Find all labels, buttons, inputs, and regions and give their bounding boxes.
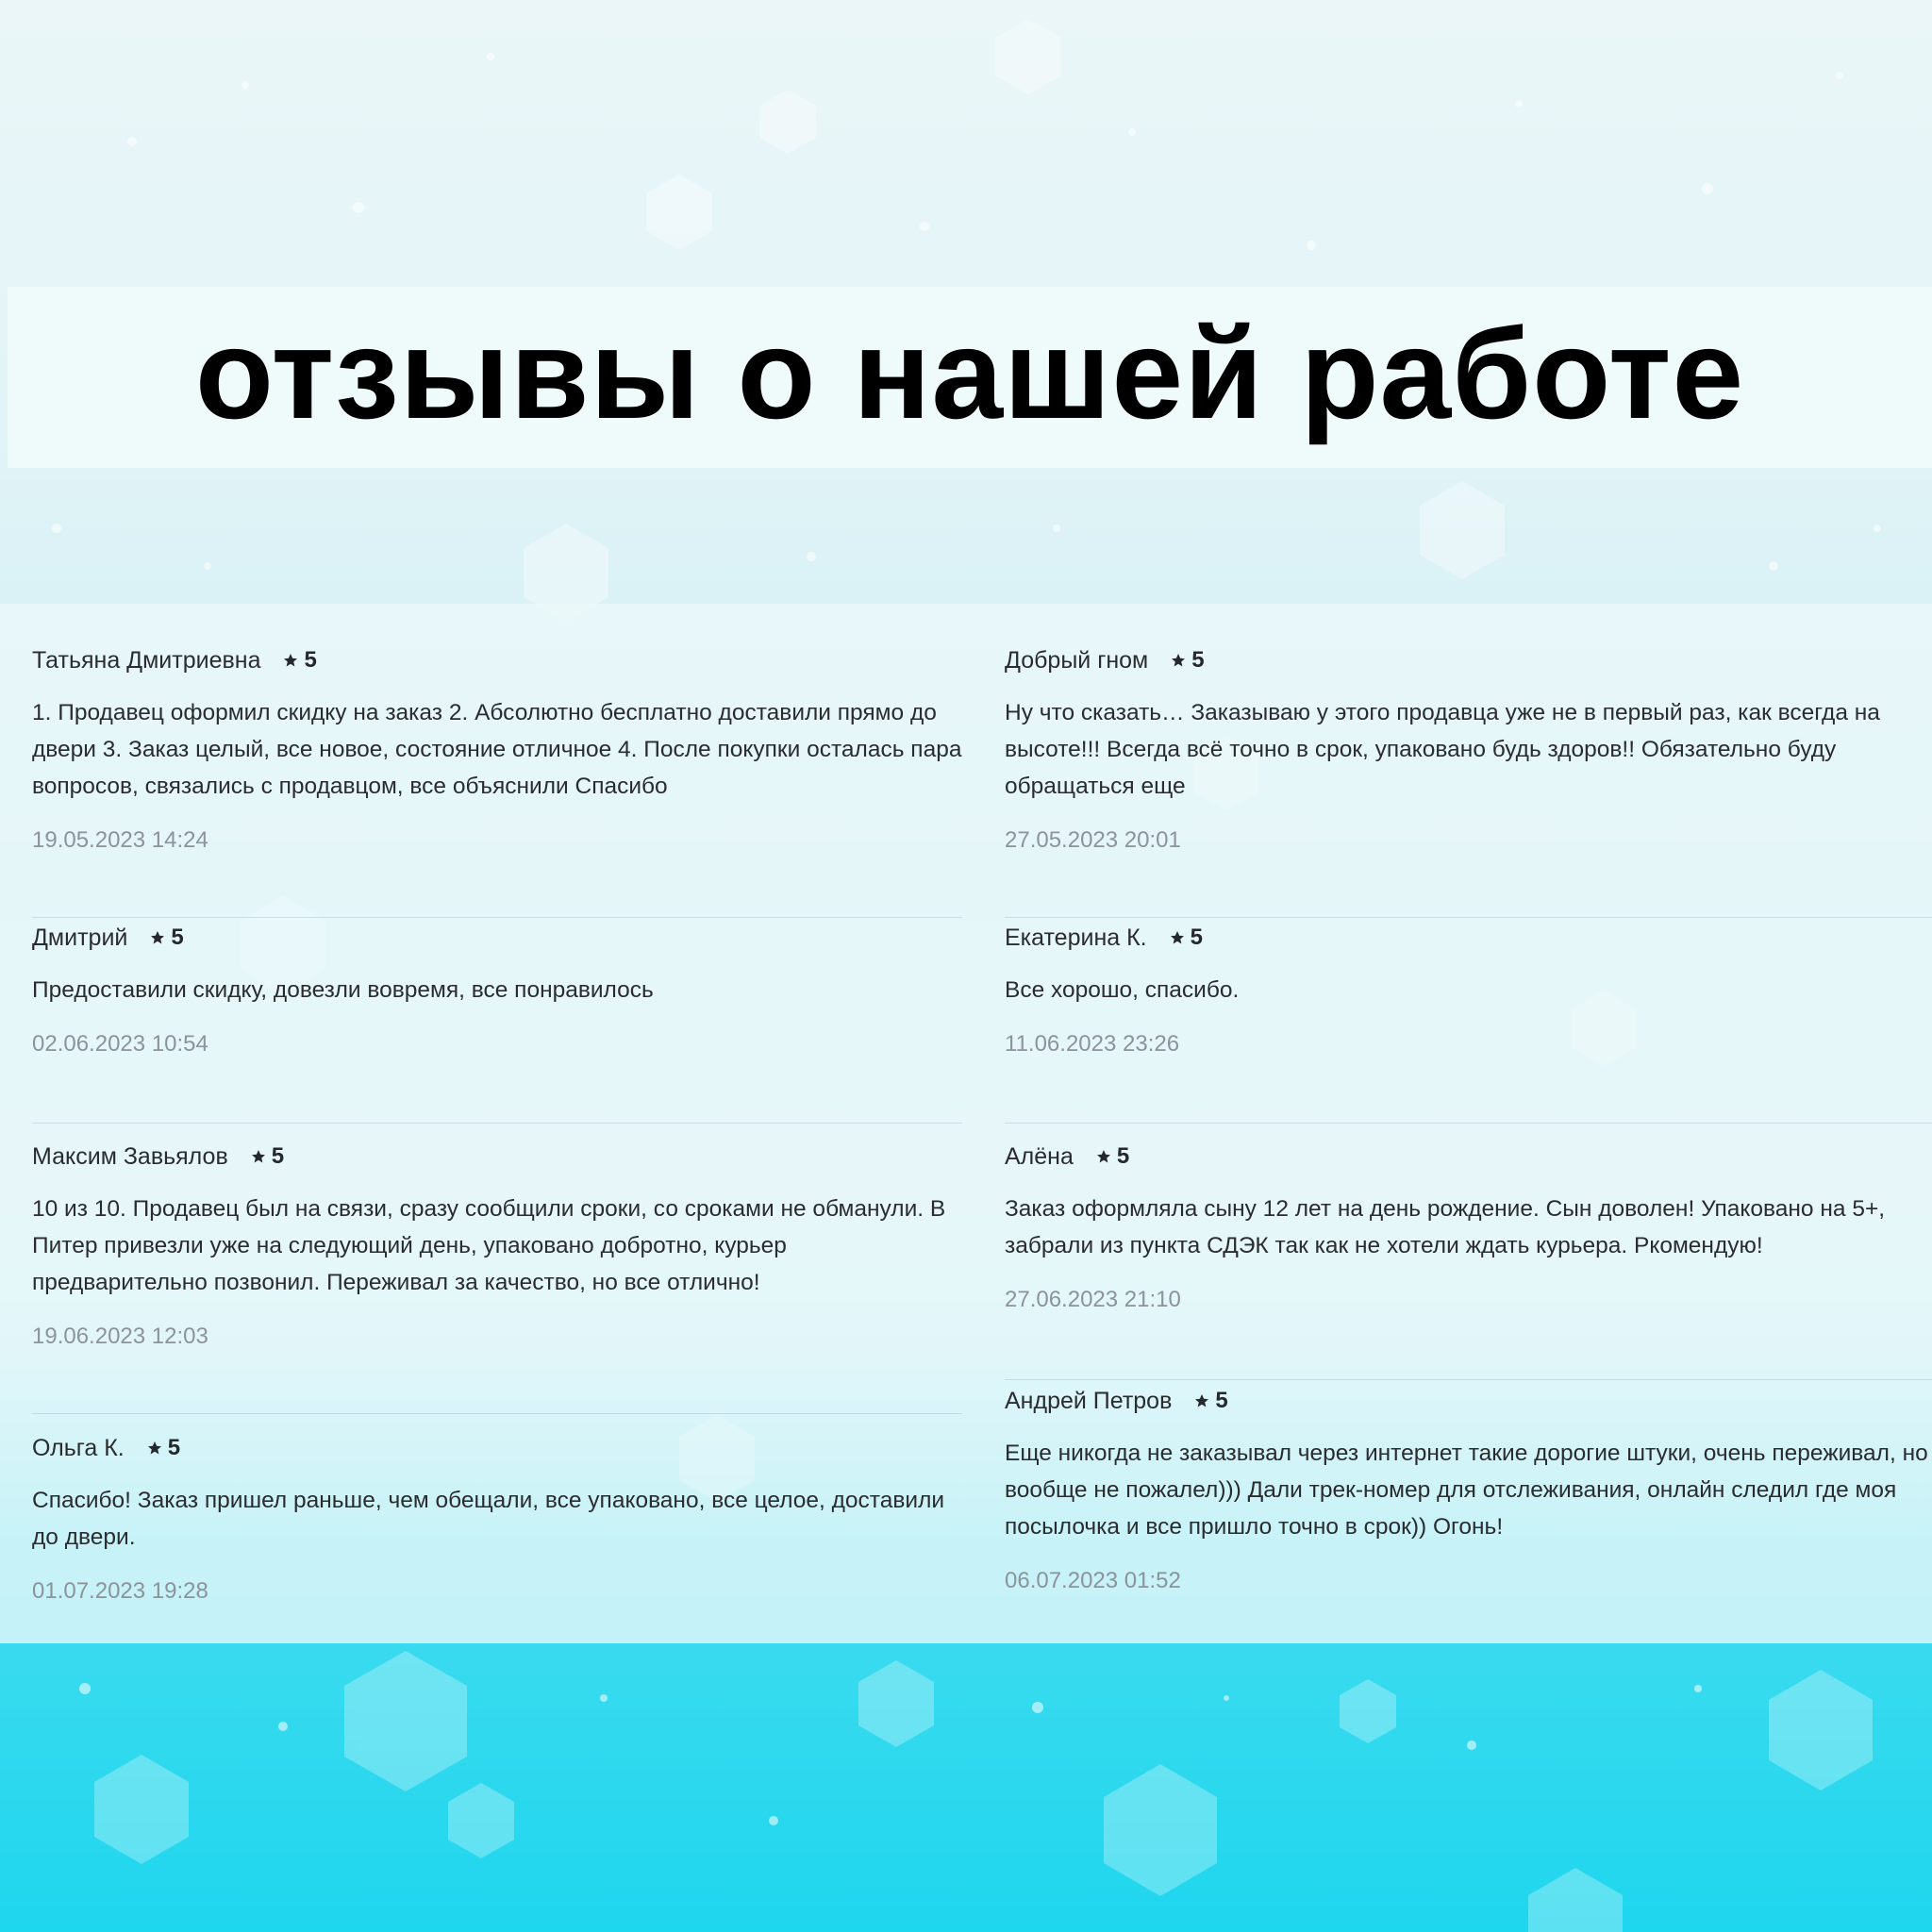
review-author: Татьяна Дмитриевна <box>32 646 261 674</box>
review-score: 5 <box>1190 924 1203 950</box>
review-score: 5 <box>167 1435 181 1460</box>
review-text: 10 из 10. Продавец был на связи, сразу сообщили сроки, со сроками не обманули. В Питер привезли уже на следующий день, упаковано добротно, курьер предварительно позвонил. Переживал за качество, но все отлично! <box>32 1196 946 1295</box>
review-score: 5 <box>1116 1143 1130 1169</box>
review-header <box>32 1138 962 1175</box>
star-icon <box>150 930 165 945</box>
star-icon <box>1194 1393 1209 1408</box>
star-icon <box>147 1441 162 1456</box>
review-rating <box>1194 1388 1227 1414</box>
review-rating <box>283 647 316 674</box>
star-icon <box>1096 1149 1111 1164</box>
review-date: 06.07.2023 01:52 <box>1005 1568 1181 1593</box>
review-text: 1. Продавец оформил скидку на заказ 2. Абсолютно бесплатно доставили прямо до двери 3. Заказ целый, все новое, состояние отличное 4. После покупки осталась пара вопросов, связались с продавцом, все объяснили Спасибо <box>32 700 962 799</box>
review-author: Алёна <box>1005 1142 1074 1170</box>
review-score: 5 <box>304 647 317 673</box>
star-icon <box>1171 653 1186 668</box>
review-author: Дмитрий <box>32 924 128 951</box>
review-text: Спасибо! Заказ пришел раньше, чем обещали, все упаковано, все целое, доставили до двери. <box>32 1488 945 1550</box>
review-header <box>32 641 962 679</box>
review-author: Андрей Петров <box>1005 1387 1173 1414</box>
review-score: 5 <box>1215 1388 1228 1413</box>
review-header <box>1005 1138 1932 1175</box>
review-author: Ольга К. <box>32 1434 125 1461</box>
review-text: Еще никогда не заказывал через интернет такие дорогие штуки, очень переживал, но вообще не пожалел))) Дали трек-номер для отслеживания, онлайн следил где моя посылочка и все пришло точно в срок)) Огонь! <box>1005 1441 1928 1540</box>
review-rating <box>1096 1143 1129 1170</box>
review-rating <box>1170 924 1203 951</box>
review-author: Екатерина К. <box>1005 924 1147 951</box>
review-card <box>32 641 962 918</box>
review-card <box>32 1429 962 1656</box>
review-score: 5 <box>271 1143 285 1169</box>
review-header <box>32 919 962 957</box>
review-date: 27.06.2023 21:10 <box>1005 1287 1181 1312</box>
review-card <box>1005 919 1932 1124</box>
review-text: Заказ оформляла сыну 12 лет на день рождение. Сын доволен! Упаковано на 5+, забрали из пункта СДЭК так как не хотели ждать курьера. Ркомендую! <box>1005 1196 1886 1258</box>
title-banner <box>8 287 1932 468</box>
review-header <box>1005 641 1932 679</box>
review-date: 19.05.2023 14:24 <box>32 827 208 853</box>
review-author: Добрый гном <box>1005 646 1149 674</box>
review-text: Все хорошо, спасибо. <box>1005 977 1240 1003</box>
review-card <box>1005 641 1932 918</box>
review-date: 27.05.2023 20:01 <box>1005 827 1181 853</box>
review-date: 02.06.2023 10:54 <box>32 1031 208 1057</box>
review-card <box>32 1138 962 1414</box>
review-rating <box>251 1143 284 1170</box>
page-title: отзывы о нашей работе <box>194 302 1745 445</box>
review-date: 11.06.2023 23:26 <box>1005 1031 1180 1057</box>
review-card <box>32 919 962 1124</box>
review-rating <box>1171 647 1204 674</box>
review-header <box>1005 1382 1932 1420</box>
star-icon <box>283 653 298 668</box>
review-score: 5 <box>171 924 184 950</box>
review-author: Максим Завьялов <box>32 1142 228 1170</box>
review-rating <box>147 1435 180 1461</box>
review-header <box>32 1429 962 1467</box>
review-card <box>1005 1382 1932 1646</box>
star-icon <box>1170 930 1185 945</box>
review-score: 5 <box>1191 647 1205 673</box>
review-text: Ну что сказать… Заказываю у этого продавца уже не в первый раз, как всегда на высоте!!! Всегда всё точно в срок, упаковано будь здоров!! Обязательно буду обращаться еще <box>1005 700 1880 799</box>
review-header <box>1005 919 1932 957</box>
review-rating <box>150 924 183 951</box>
review-text: Предоставили скидку, довезли вовремя, все понравилось <box>32 977 654 1003</box>
star-icon <box>251 1149 266 1164</box>
review-date: 01.07.2023 19:28 <box>32 1578 208 1604</box>
review-card <box>1005 1138 1932 1380</box>
review-date: 19.06.2023 12:03 <box>32 1324 208 1349</box>
